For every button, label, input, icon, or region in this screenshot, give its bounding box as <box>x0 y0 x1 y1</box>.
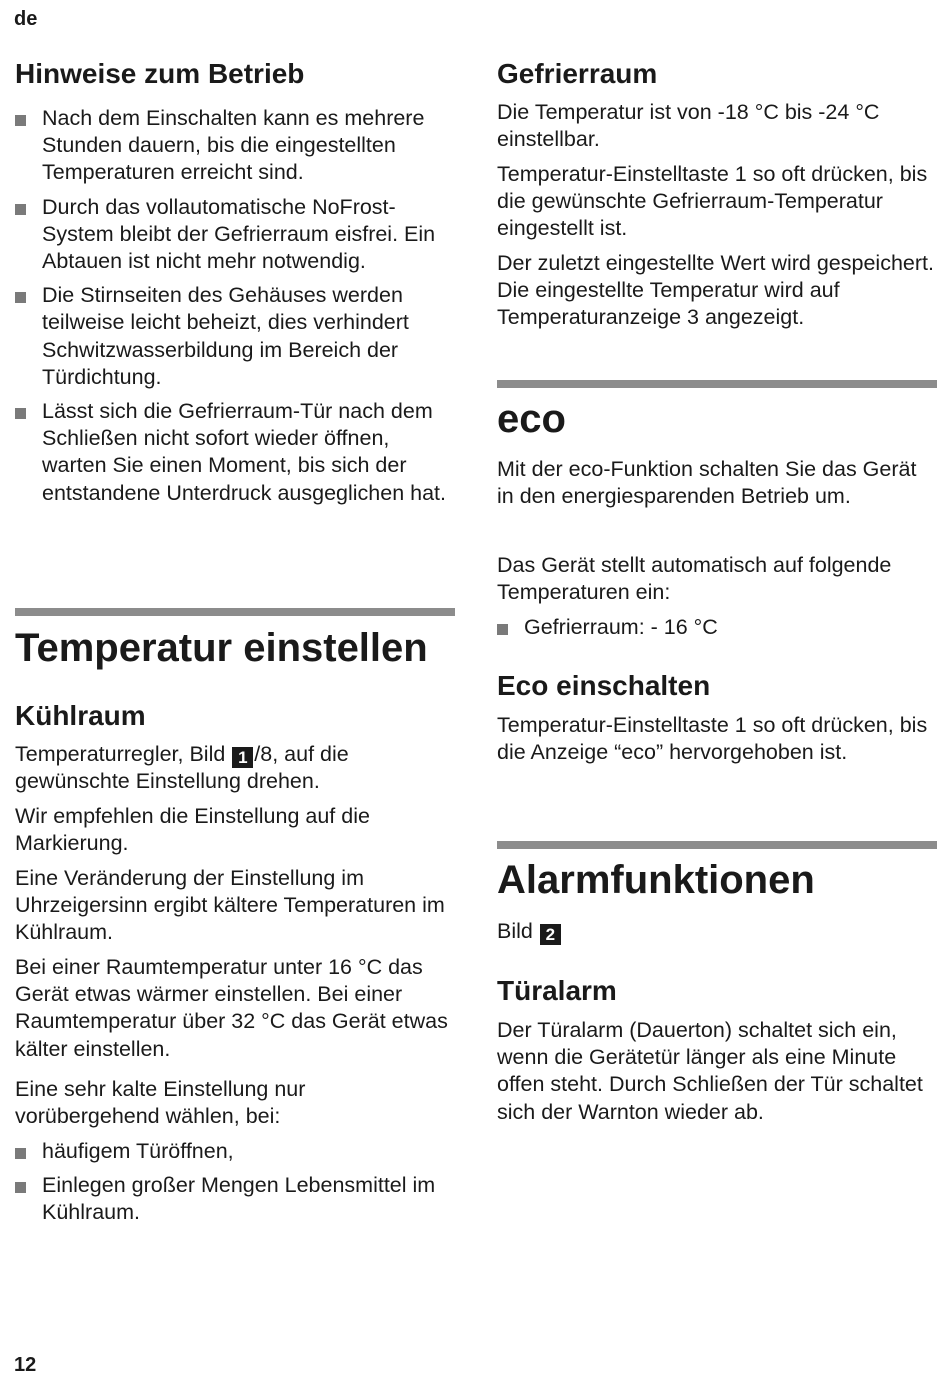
section-divider <box>497 380 937 388</box>
kuehlraum-paragraph-5: Eine sehr kalte Einstellung nur vorübergehend wählen, bei: <box>15 1077 306 1129</box>
chapter-title-alarm: Alarmfunktionen <box>497 858 815 902</box>
figure-reference-badge: 1 <box>232 747 253 768</box>
section-divider <box>497 841 937 849</box>
chapter-title-temperatur: Temperatur einstellen <box>15 626 428 670</box>
list-item: Die Stirnseiten des Gehäuses werden teilweise leicht beheizt, dies verhindert Schwitzwasserbildung im Bereich der Türdichtung. <box>15 282 455 391</box>
gefrierraum-paragraph-2: Temperatur-Einstelltaste 1 so oft drücken, bis die gewünschte Gefrierraum-Temperatur eingestellt ist. <box>497 162 928 241</box>
section-title-eco-einschalten: Eco einschalten <box>497 670 711 701</box>
bullet-square-icon <box>15 292 26 303</box>
list-item: Nach dem Einschalten kann es mehrere Stunden dauern, bis die eingestellten Temperaturen erreicht sind. <box>15 105 455 187</box>
gefrierraum-paragraph-1: Die Temperatur ist von -18 °C bis -24 °C einstellbar. <box>497 100 880 152</box>
kuehlraum-list <box>15 1138 455 1234</box>
eco-paragraph-2: Das Gerät stellt automatisch auf folgende Temperaturen ein: <box>497 553 892 605</box>
alarm-figure-reference: Bild 2 <box>497 918 937 945</box>
kuehlraum-paragraph-2: Wir empfehlen die Einstellung auf die Markierung. <box>15 804 370 856</box>
language-code: de <box>14 8 38 30</box>
section-title-tueralarm: Türalarm <box>497 975 617 1006</box>
bullet-square-icon <box>15 1182 26 1193</box>
eco-paragraph-1: Mit der eco-Funktion schalten Sie das Gerät in den energiesparenden Betrieb um. <box>497 457 917 509</box>
list-item: Gefrierraum: - 16 °C <box>497 614 937 641</box>
tueralarm-paragraph: Der Türalarm (Dauerton) schaltet sich ein, wenn die Gerätetür länger als eine Minute offen steht. Durch Schließen der Tür schaltet sich der Warnton wieder ab. <box>497 1018 923 1124</box>
eco-list <box>497 614 937 648</box>
kuehlraum-paragraph-3: Eine Veränderung der Einstellung im Uhrzeigersinn ergibt kältere Temperaturen im Kühlraum. <box>15 866 445 945</box>
bullet-square-icon <box>497 624 508 635</box>
section-divider <box>15 608 455 616</box>
figure-reference-badge: 2 <box>540 924 561 945</box>
section-title-hinweise: Hinweise zum Betrieb <box>15 58 305 89</box>
kuehlraum-paragraph-1: Temperaturregler, Bild 1 /8, auf die gewünschte Einstellung drehen. <box>15 742 349 794</box>
bullet-square-icon <box>15 115 26 126</box>
section-title-gefrierraum: Gefrierraum <box>497 58 658 89</box>
hinweise-list <box>15 105 455 514</box>
gefrierraum-paragraph-3: Der zuletzt eingestellte Wert wird gespeichert. Die eingestellte Temperatur wird auf Temperaturanzeige 3 angezeigt. <box>497 251 934 330</box>
section-title-kuehlraum: Kühlraum <box>15 700 146 731</box>
list-item: Lässt sich die Gefrierraum-Tür nach dem Schließen nicht sofort wieder öffnen, warten Sie einen Moment, bis sich der entstandene Unterdruck ausgeglichen hat. <box>15 398 455 507</box>
list-item: Durch das vollautomatische NoFrost-System bleibt der Gefrierraum eisfrei. Ein Abtauen ist nicht mehr notwendig. <box>15 194 455 276</box>
bullet-square-icon <box>15 1148 26 1159</box>
list-item: Einlegen großer Mengen Lebensmittel im Kühlraum. <box>15 1172 455 1226</box>
eco-einschalten-paragraph: Temperatur-Einstelltaste 1 so oft drücken, bis die Anzeige “eco” hervorgehoben ist. <box>497 713 928 765</box>
chapter-title-eco: eco <box>497 397 566 441</box>
list-item: häufigem Türöffnen, <box>15 1138 455 1165</box>
kuehlraum-paragraph-4: Bei einer Raumtemperatur unter 16 °C das Gerät etwas wärmer einstellen. Bei einer Raumtemperatur über 32 °C das Gerät etwas kälter einstellen. <box>15 955 448 1061</box>
bullet-square-icon <box>15 408 26 419</box>
bullet-square-icon <box>15 204 26 215</box>
page-number: 12 <box>14 1354 37 1376</box>
